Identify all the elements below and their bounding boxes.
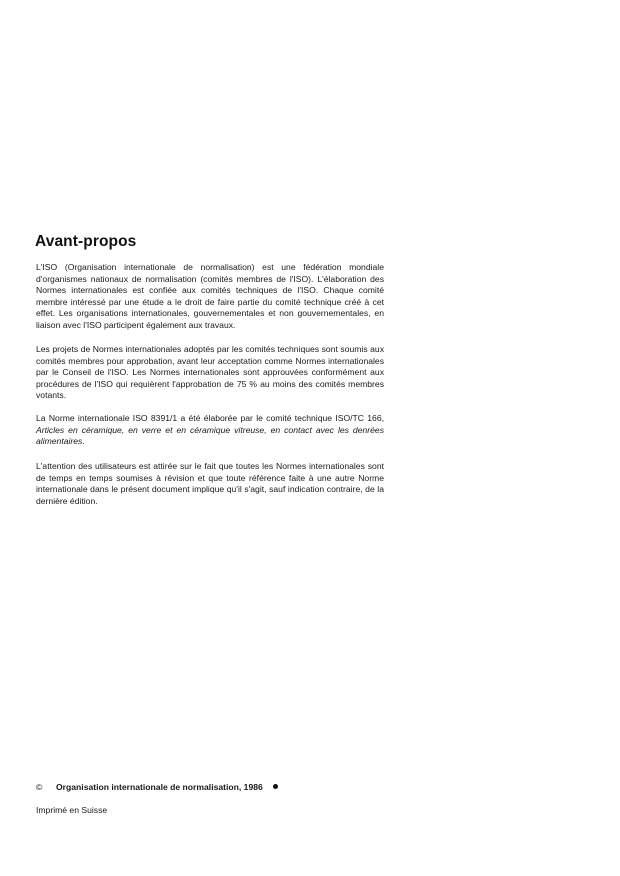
paragraph-iso-overview: L'ISO (Organisation internationale de normalisation) est une fédération mondiale d'organismes nationaux de normalisation (comités membres de l'ISO). L'élaboration des Normes internationales est confiée aux comités techniques de l'ISO. Chaque comité membre intéressé par une étude a le droit de faire partie du comité technique créé à cet effet. Les organisations internationales, gouvernementales et non gouvernementales, en liaison avec l'ISO participent également aux travaux. <box>36 262 384 330</box>
bullet-icon <box>273 784 278 789</box>
copyright-organisation: Organisation internationale de normalisation, 1986 <box>56 782 263 792</box>
paragraph-revision-notice: L'attention des utilisateurs est attirée sur le fait que toutes les Normes internationales sont de temps en temps soumises à révision et que toute référence faite à une autre Norme internationale dans le présent document implique qu'il s'agit, sauf indication contraire, de la dernière édition. <box>36 461 384 506</box>
paragraph-standard-origin <box>36 413 384 448</box>
paragraph-standard-origin-intro: La Norme internationale ISO 8391/1 a été élaborée par le comité technique ISO/TC 166, <box>36 413 384 423</box>
copyright-line <box>36 782 278 793</box>
printed-in-label: Imprimé en Suisse <box>36 805 108 815</box>
page-title: Avant-propos <box>35 233 137 250</box>
committee-title: Articles en céramique, en verre et en céramique vitreuse, en contact avec les denrées alimentaires <box>36 424 384 447</box>
copyright-icon: © <box>36 782 43 792</box>
paragraph-standard-origin-end: . <box>82 436 85 447</box>
paragraph-approval-process: Les projets de Normes internationales adoptés par les comités techniques sont soumis aux comités membres pour approbation, avant leur acceptation comme Normes internationales par le Conseil de l'ISO. Les Normes internationales sont approuvées conformément aux procédures de l'ISO qui requièrent l'approbation de 75 % au moins des comités membres votants. <box>36 344 384 401</box>
